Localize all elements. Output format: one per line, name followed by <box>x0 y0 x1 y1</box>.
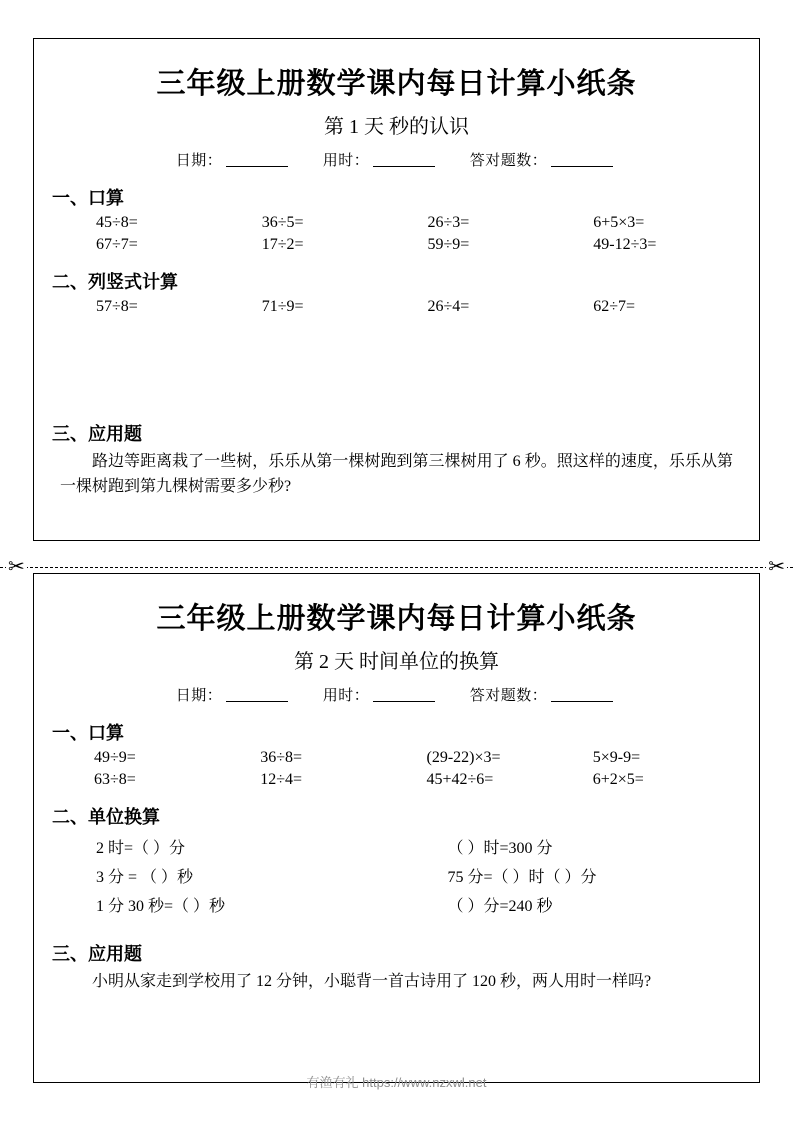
date-blank-day1[interactable] <box>226 166 288 167</box>
question-item: (29-22)×3= <box>426 749 501 766</box>
conversion-item: 1 分 30 秒=（ ）秒 <box>96 898 226 915</box>
conversion-row <box>34 835 759 858</box>
question-item: 49-12÷3= <box>593 236 657 253</box>
date-label-day2: 日期： <box>175 688 223 704</box>
question-item: 45÷8= <box>96 214 138 231</box>
time-blank-day2[interactable] <box>373 701 435 702</box>
scissors-icon: ✂ <box>768 556 785 578</box>
count-blank-day1[interactable] <box>551 166 613 167</box>
dashed-line <box>0 567 793 568</box>
question-item: 6+2×5= <box>592 771 644 788</box>
question-item: 59÷9= <box>427 236 470 253</box>
section-heading-oral-day2: 一、口算 <box>52 723 124 744</box>
work-space-day1 <box>34 320 759 406</box>
page-title-day2: 三年级上册数学课内每日计算小纸条 <box>156 601 637 635</box>
conversion-item: 75 分=（ ）时（ ）分 <box>447 869 597 886</box>
conversion-row <box>34 864 759 887</box>
question-item: 67÷7= <box>96 236 138 253</box>
question-item: 63÷8= <box>94 771 136 788</box>
time-blank-day1[interactable] <box>373 166 435 167</box>
scissors-icon: ✂ <box>8 556 25 578</box>
question-item: 26÷4= <box>427 298 470 315</box>
time-label-day2: 用时： <box>322 688 370 704</box>
question-row <box>34 236 759 254</box>
question-row <box>34 749 759 767</box>
worksheet-sheet-day1 <box>33 38 760 541</box>
page-title-day1: 三年级上册数学课内每日计算小纸条 <box>156 66 637 100</box>
work-space-day2 <box>34 922 759 926</box>
count-label-day2: 答对题数： <box>469 688 548 704</box>
question-item: 62÷7= <box>593 298 636 315</box>
date-blank-day2[interactable] <box>226 701 288 702</box>
meta-line-day1 <box>34 149 759 170</box>
section-heading-oral-day1: 一、口算 <box>52 188 124 209</box>
question-item: 12÷4= <box>260 771 303 788</box>
question-row <box>34 771 759 789</box>
question-item: 45+42÷6= <box>426 771 494 788</box>
count-label-day1: 答对题数： <box>469 153 548 169</box>
section-heading-unit-conversion-day2: 二、单位换算 <box>52 807 160 828</box>
question-item: 5×9-9= <box>592 749 641 766</box>
question-item: 57÷8= <box>96 298 138 315</box>
question-item: 36÷8= <box>260 749 303 766</box>
question-item: 36÷5= <box>261 214 304 231</box>
question-row <box>34 298 759 316</box>
date-label-day1: 日期： <box>175 153 223 169</box>
footer-watermark: 有渔有礼 https://www.nzxwl.net <box>306 1075 487 1090</box>
question-item: 17÷2= <box>261 236 304 253</box>
conversion-item: 2 时=（ ）分 <box>96 840 186 857</box>
word-problem-day1: 路边等距离栽了一些树，乐乐从第一棵树跑到第三棵树用了 6 秒。照这样的速度，乐乐从第一棵树跑到第九棵树需要多少秒? <box>60 453 733 495</box>
conversion-row <box>34 893 759 916</box>
meta-line-day2 <box>34 684 759 705</box>
conversion-item: （ ）时=300 分 <box>447 840 553 857</box>
section-heading-word-day1: 三、应用题 <box>52 424 142 445</box>
question-row <box>34 214 759 232</box>
question-item: 6+5×3= <box>593 214 645 231</box>
time-label-day1: 用时： <box>322 153 370 169</box>
conversion-item: （ ）分=240 秒 <box>447 898 553 915</box>
question-item: 71÷9= <box>261 298 304 315</box>
conversion-item: 3 分 = （ ）秒 <box>96 869 194 886</box>
count-blank-day2[interactable] <box>551 701 613 702</box>
worksheet-sheet-day2 <box>33 573 760 1083</box>
section-heading-word-day2: 三、应用题 <box>52 944 142 965</box>
subtitle-day1: 第 1 天 秒的认识 <box>324 116 469 138</box>
section-heading-vertical-day1: 二、列竖式计算 <box>52 272 178 293</box>
subtitle-day2: 第 2 天 时间单位的换算 <box>294 651 499 673</box>
word-problem-day2: 小明从家走到学校用了 12 分钟，小聪背一首古诗用了 120 秒，两人用时一样吗? <box>92 973 652 990</box>
question-item: 49÷9= <box>94 749 136 766</box>
question-item: 26÷3= <box>427 214 470 231</box>
